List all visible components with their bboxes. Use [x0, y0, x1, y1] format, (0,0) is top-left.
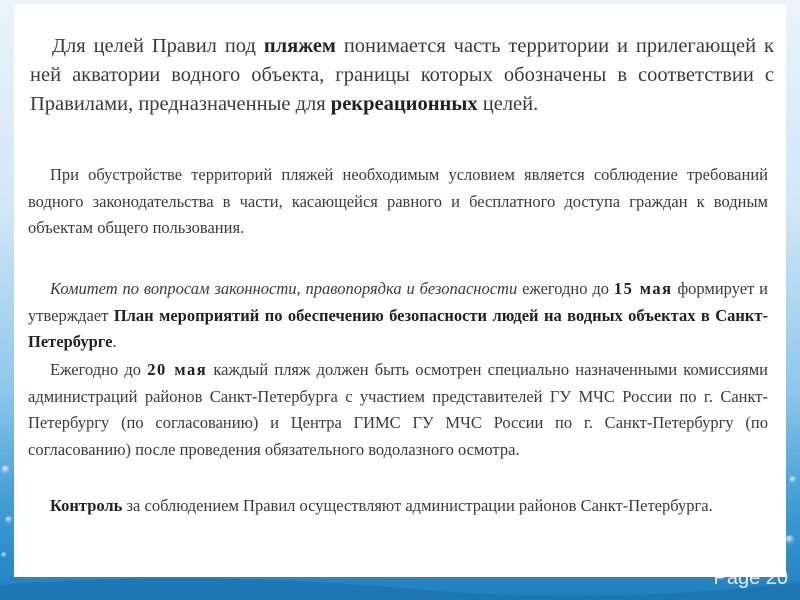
text: целей. — [477, 93, 539, 115]
text: формирует и утверждает — [28, 279, 768, 325]
paragraph-inspection — [28, 357, 768, 463]
text: Для целей Правил под — [52, 35, 264, 57]
bold-date-may-15: 15 мая — [613, 279, 673, 298]
paragraph-beach-definition — [30, 32, 774, 119]
page-number: Page 20 — [713, 567, 788, 589]
text: При обустройстве территорий пляжей необходимым условием является соблюдение требований водного законодательства в части, касающейся равного и бесплатного доступа граждан к водным объектам общего пользования. — [28, 165, 768, 237]
bold-date-may-20: 20 мая — [147, 360, 208, 379]
text: за соблюдением Правил осуществляют администрации районов Санкт-Петербурга. — [122, 496, 713, 515]
bold-term-control: Контроль — [50, 496, 123, 515]
paragraph-committee-plan — [28, 276, 768, 356]
text: ежегодно до — [517, 279, 614, 298]
bold-term-beach: пляжем — [263, 35, 336, 57]
paragraph-control — [28, 493, 768, 520]
italic-committee-name: Комитет по вопросам законности, правопорядка и безопасности — [50, 279, 518, 298]
text: Ежегодно до — [50, 360, 148, 379]
paragraph-access-requirements — [28, 162, 768, 242]
bold-safety-plan: План мероприятий по обеспечению безопасности людей на водных объектах в Санкт-Петербурге — [28, 305, 768, 351]
text: . — [112, 332, 117, 351]
text: каждый пляж должен быть осмотрен специально назначенными комиссиями администраций районов Санкт-Петербурга с участием представителей ГУ МЧС России по г. Санкт-Петербургу (по согласованию) и Центра ГИМС ГУ МЧС России по г. Санкт-Петербургу (по согласованию) после проведения обязательного водолазного осмотра. — [28, 360, 768, 459]
bold-term-recreational: рекреационных — [330, 93, 478, 115]
text: понимается часть территории и прилегающей к ней акватории водного объекта, границы которых обозначены в соответствии с Правилами, предназначенные для — [30, 35, 774, 115]
